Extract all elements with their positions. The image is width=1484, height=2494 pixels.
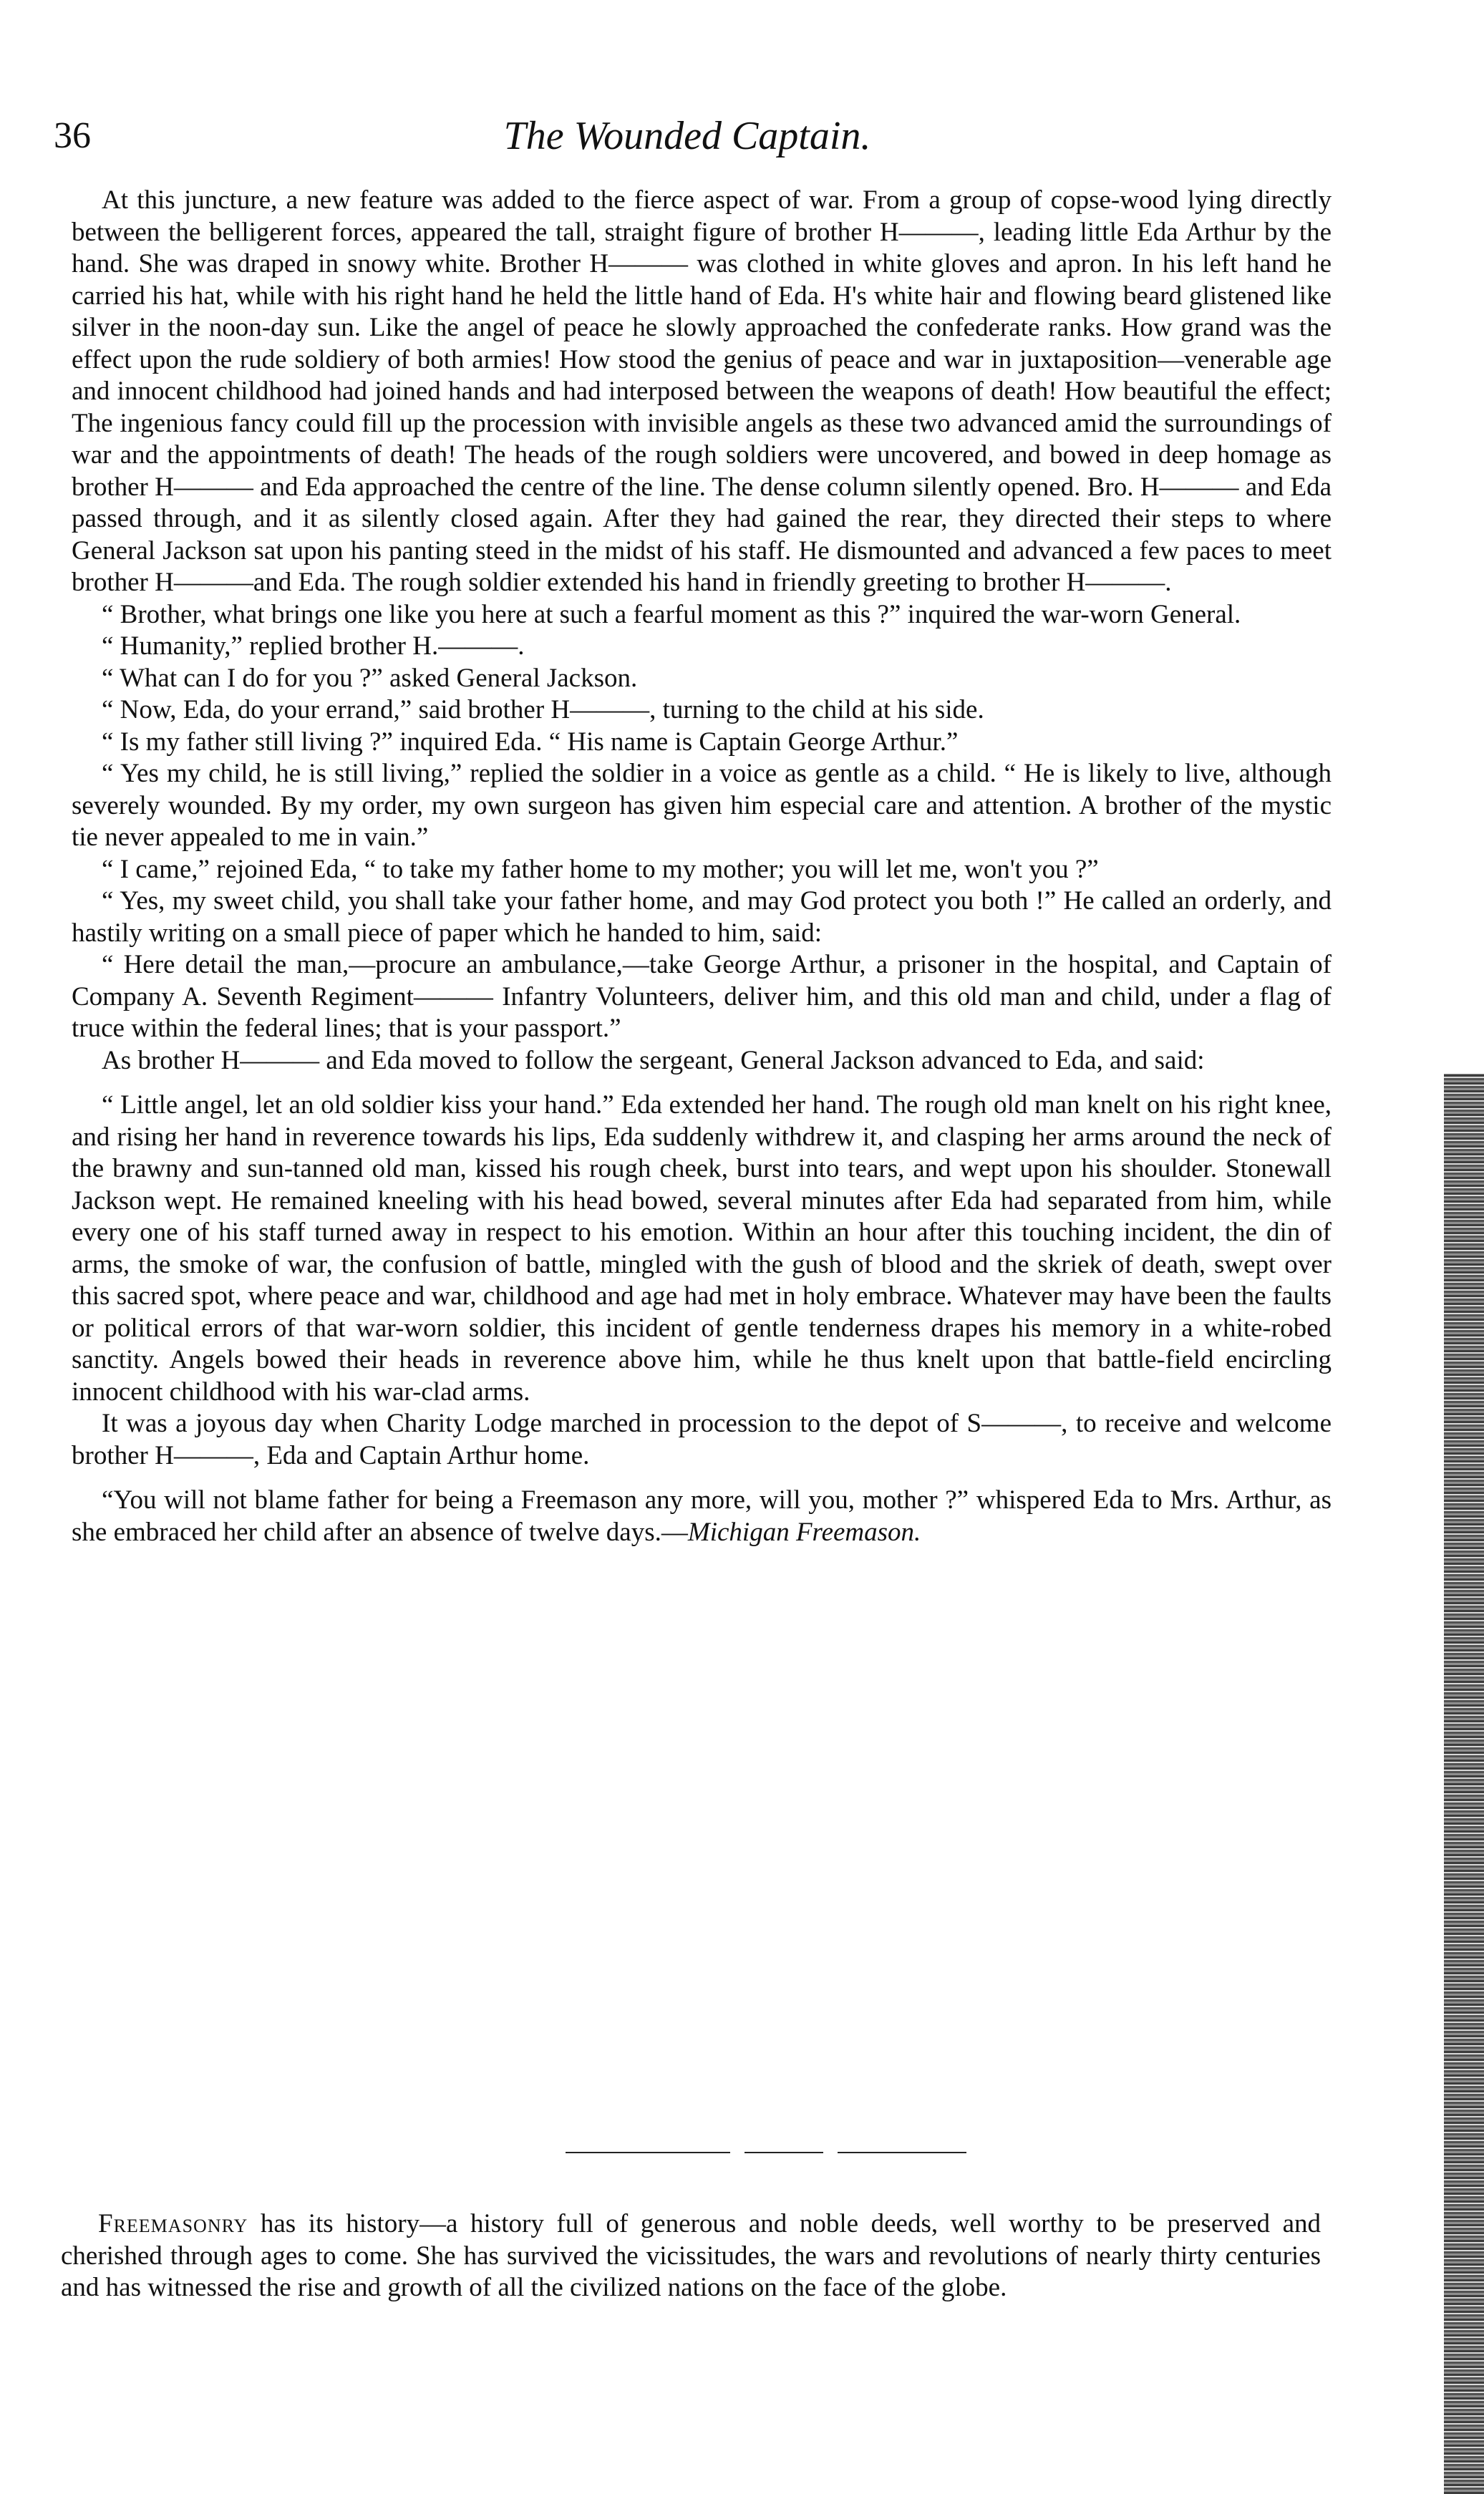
paragraph: “ Here detail the man,—procure an ambulance,—take George Arthur, a prisoner in the hospital, and Captain of Company A. Seventh Regiment——— Infantry Volunteers, deliver him, and this old man and child, under a flag of truce within the federal lines; that is your passport.” bbox=[72, 950, 1332, 1043]
section-divider bbox=[0, 2152, 1484, 2159]
closing-paragraph bbox=[72, 1485, 1332, 1548]
paragraph: “ Now, Eda, do your errand,” said brother H———, turning to the child at his side. bbox=[102, 695, 984, 724]
source-signature: Michigan Freemason. bbox=[687, 1517, 921, 1547]
footer-text: has its history—a history full of generous and noble deeds, well worthy to be preserved and cherished through ages to come. She has survived the vicissitudes, the wars and revolutions of nearly thirty centuries and has witnessed the rise and growth of all the civilized nations on the face of the globe. bbox=[61, 2209, 1321, 2302]
paragraph: “ Yes, my sweet child, you shall take your father home, and may God protect you both !” He called an orderly, and hastily writing on a small piece of paper which he handed to him, said: bbox=[72, 886, 1332, 948]
running-title: The Wounded Captain. bbox=[503, 114, 871, 158]
paragraph: “ Humanity,” replied brother H.———. bbox=[102, 631, 525, 661]
paragraph: “ Is my father still living ?” inquired Eda. “ His name is Captain George Arthur.” bbox=[102, 727, 959, 757]
paragraph: “ Brother, what brings one like you here at such a fearful moment as this ?” inquired the war-worn General. bbox=[102, 599, 1241, 629]
paragraph: “ What can I do for you ?” asked General Jackson. bbox=[102, 663, 638, 693]
lead-word: Freemasonry bbox=[98, 2209, 248, 2238]
paragraph: As brother H——— and Eda moved to follow the sergeant, General Jackson advanced to Eda, and said: bbox=[102, 1045, 1205, 1075]
page-number: 36 bbox=[54, 115, 91, 156]
divider-rule bbox=[838, 2152, 966, 2153]
divider-rule bbox=[745, 2152, 823, 2153]
paragraph: “ I came,” rejoined Eda, “ to take my father home to my mother; you will let me, won't you ?” bbox=[102, 854, 1099, 884]
closing-text: “You will not blame father for being a Freemason any more, will you, mother ?” whispered Eda to Mrs. Arthur, as she embraced her child after an absence of twelve days.— bbox=[72, 1485, 1332, 1547]
article-body bbox=[72, 185, 1332, 1548]
paragraph: “ Little angel, let an old soldier kiss your hand.” Eda extended her hand. The rough old man knelt on his right knee, and rising her hand in reverence towards his lips, Eda suddenly withdrew it, and clasping her arms around the neck of the brawny and sun-tanned old man, kissed his rough cheek, burst into tears, and wept upon his shoulder. Stonewall Jackson wept. He remained kneeling with his head bowed, several minutes after Eda had separated from him, while every one of his staff turned away in respect to his emotion. Within an hour after this touching incident, the din of arms, the smoke of war, the confusion of battle, mingled with the gush of blood and the skriek of death, swept over this sacred spot, where peace and war, childhood and age had met in holy embrace. Whatever may have been the faults or political errors of that war-worn soldier, this incident of gentle tenderness drapes his memory in a white-robed sanctity. Angels bowed their heads in reverence above him, while he thus knelt upon that battle-field encircling innocent childhood with his war-clad arms. bbox=[72, 1090, 1332, 1407]
page-header bbox=[54, 107, 1321, 165]
page-binding-edge bbox=[1444, 1074, 1484, 2494]
divider-rule bbox=[566, 2152, 730, 2153]
paragraph: At this juncture, a new feature was added to the fierce aspect of war. From a group of copse-wood lying directly between the belligerent forces, appeared the tall, straight figure of brother H———, leading little Eda Arthur by the hand. She was draped in snowy white. Brother H——— was clothed in white gloves and apron. In his left hand he carried his hat, while with his right hand he held the little hand of Eda. H's white hair and flowing beard glistened like silver in the noon-day sun. Like the angel of peace he slowly approached the confederate ranks. How grand was the effect upon the rude soldiery of both armies! How stood the genius of peace and war in juxtaposition—venerable age and innocent childhood had joined hands and had interposed between the weapons of death! How beautiful the effect; The ingenious fancy could fill up the procession with invisible angels as these two advanced amid the surroundings of war and the appointments of death! The heads of the rough soldiers were uncovered, and bowed in deep homage as brother H——— and Eda approached the centre of the line. The dense column silently opened. Bro. H——— and Eda passed through, and it as silently closed again. After they had gained the rear, they directed their steps to where General Jackson sat upon his panting steed in the midst of his staff. He dismounted and advanced a few paces to meet brother H———and Eda. The rough soldier extended his hand in friendly greeting to brother H———. bbox=[72, 185, 1332, 597]
freemasonry-paragraph bbox=[61, 2208, 1321, 2304]
paragraph: “ Yes my child, he is still living,” replied the soldier in a voice as gentle as a child. “ He is likely to live, although severely wounded. By my order, my own surgeon has given him especial care and attention. A brother of the mystic tie never appealed to me in vain.” bbox=[72, 759, 1332, 852]
paragraph: It was a joyous day when Charity Lodge marched in procession to the depot of S———, to receive and welcome brother H———, Eda and Captain Arthur home. bbox=[72, 1409, 1332, 1470]
